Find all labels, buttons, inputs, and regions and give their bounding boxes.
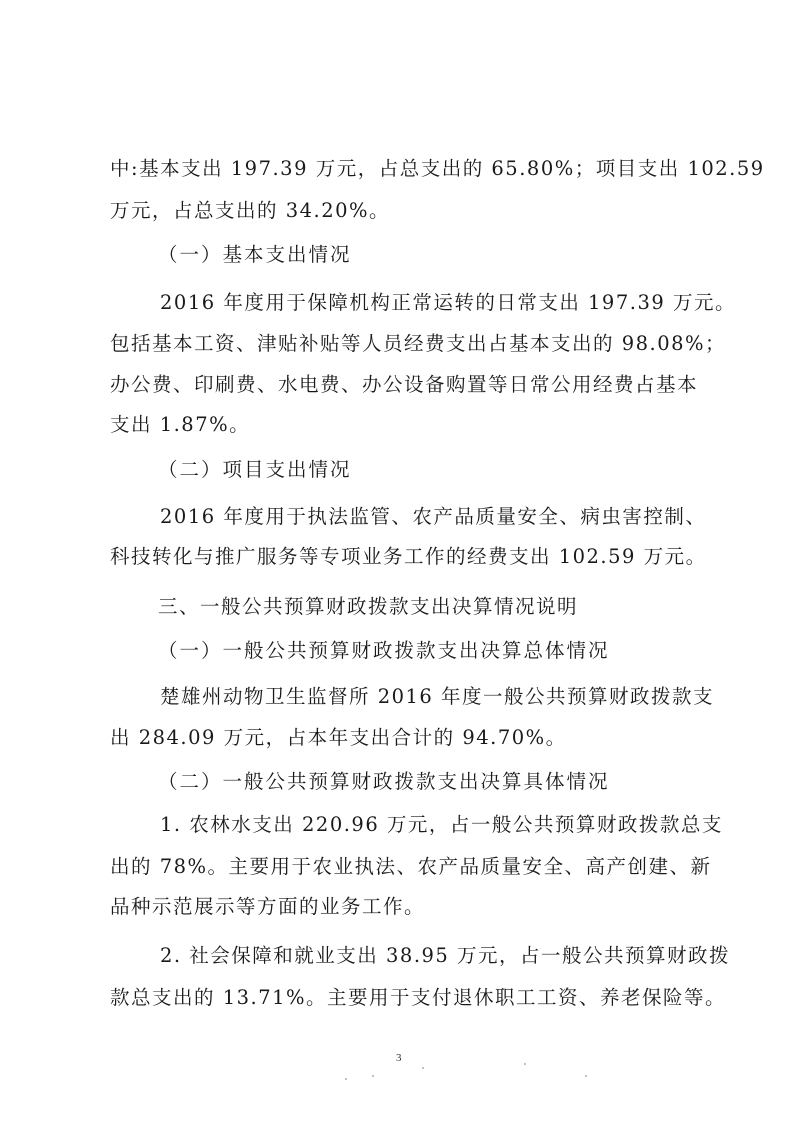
body-text-line: 楚雄州动物卫生监督所 2016 年度一般公共预算财政拨款支 bbox=[160, 685, 715, 708]
section-heading: （二）一般公共预算财政拨款支出决算具体情况 bbox=[158, 770, 610, 793]
body-text-line: 包括基本工资、津贴补贴等人员经费支出占基本支出的 98.08%； bbox=[110, 332, 727, 355]
body-text-line: 支出 1.87%。 bbox=[110, 413, 251, 436]
scan-speck bbox=[524, 1063, 526, 1065]
section-heading: 三、一般公共预算财政拨款支出决算情况说明 bbox=[158, 595, 579, 618]
body-text-line: 科技转化与推广服务等专项业务工作的经费支出 102.59 万元。 bbox=[110, 545, 707, 568]
body-text-line: 中:基本支出 197.39 万元，占总支出的 65.80%；项目支出 102.59 bbox=[110, 157, 765, 180]
body-text-line: 品种示范展示等方面的业务工作。 bbox=[110, 895, 426, 918]
body-text-line: 出的 78%。主要用于农业执法、农产品质量安全、高产创建、新 bbox=[110, 855, 712, 878]
body-text-line: 款总支出的 13.71%。主要用于支付退休职工工资、养老保险等。 bbox=[110, 986, 727, 1009]
body-text-line: 出 284.09 万元，占本年支出合计的 94.70%。 bbox=[110, 726, 567, 749]
scan-speck bbox=[585, 1075, 587, 1077]
section-heading: （二）项目支出情况 bbox=[158, 458, 352, 481]
body-text-line: 2016 年度用于保障机构正常运转的日常支出 197.39 万元。 bbox=[160, 291, 736, 314]
scan-speck bbox=[372, 1075, 374, 1077]
body-text-line: 2016 年度用于执法监管、农产品质量安全、病虫害控制、 bbox=[160, 505, 707, 528]
body-text-line: 2. 社会保障和就业支出 38.95 万元，占一般公共预算财政拨 bbox=[160, 944, 731, 967]
body-text-line: 万元，占总支出的 34.20%。 bbox=[110, 199, 391, 222]
scan-speck bbox=[345, 1078, 347, 1080]
section-heading: （一）基本支出情况 bbox=[158, 243, 352, 266]
page-number: 3 bbox=[396, 1052, 402, 1064]
body-text-line: 办公费、印刷费、水电费、办公设备购置等日常公用经费占基本 bbox=[110, 373, 699, 396]
scan-speck bbox=[422, 1067, 424, 1069]
body-text-line: 1. 农林水支出 220.96 万元，占一般公共预算财政拨款总支 bbox=[160, 813, 723, 836]
section-heading: （一）一般公共预算财政拨款支出决算总体情况 bbox=[158, 639, 610, 662]
